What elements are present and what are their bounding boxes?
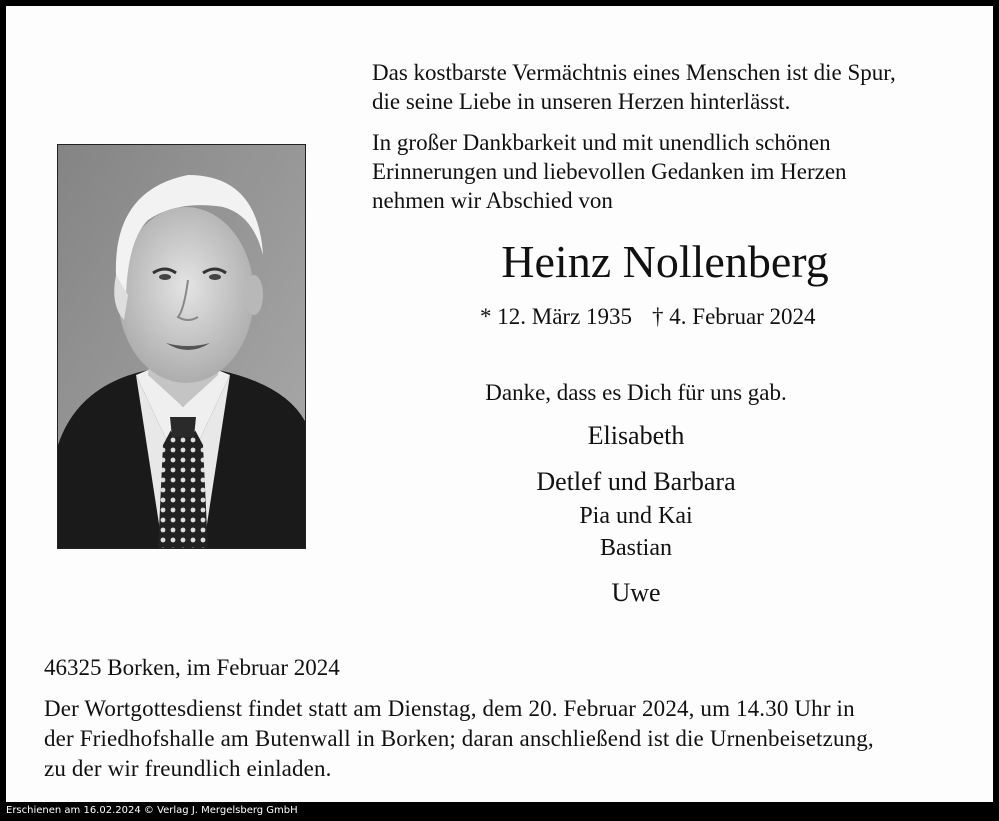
intro-line-2: die seine Liebe in unseren Herzen hinterlässt. (372, 89, 791, 114)
intro-line-5: nehmen wir Abschied von (372, 188, 613, 213)
intro-text (372, 58, 972, 215)
family-member: Bastian (600, 535, 672, 561)
thanks-line: Danke, dass es Dich für uns gab. (485, 380, 787, 405)
service-line-1: Der Wortgottesdienst findet statt am Dienstag, dem 20. Februar 2024, um 14.30 Uhr in (44, 696, 855, 721)
place-date: 46325 Borken, im Februar 2024 (44, 655, 340, 680)
deceased-name: Heinz Nollenberg (501, 236, 829, 287)
family-member: Elisabeth (587, 421, 685, 450)
family-member: Pia und Kai (579, 503, 693, 529)
service-line-2: der Friedhofshalle am Butenwall in Borken; daran anschließend ist die Urnenbeisetzung, (44, 726, 874, 751)
family-member: Detlef und Barbara (536, 467, 736, 496)
service-line-3: zu der wir freundlich einladen. (44, 756, 332, 781)
obituary-card (6, 6, 993, 802)
publication-footer: Erschienen am 16.02.2024 © Verlag J. Mergelsberg GmbH (6, 805, 298, 816)
life-dates (480, 302, 816, 332)
intro-line-4: Erinnerungen und liebevollen Gedanken im Herzen (372, 159, 847, 184)
portrait-photo (57, 144, 306, 549)
birth-date: * 12. März 1935 (480, 304, 633, 329)
intro-line-1: Das kostbarste Vermächtnis eines Menschen ist die Spur, (372, 60, 896, 85)
family-member: Uwe (611, 578, 661, 607)
service-info (44, 694, 974, 784)
death-date: † 4. Februar 2024 (652, 304, 816, 329)
intro-line-3: In großer Dankbarkeit und mit unendlich schönen (372, 130, 831, 155)
